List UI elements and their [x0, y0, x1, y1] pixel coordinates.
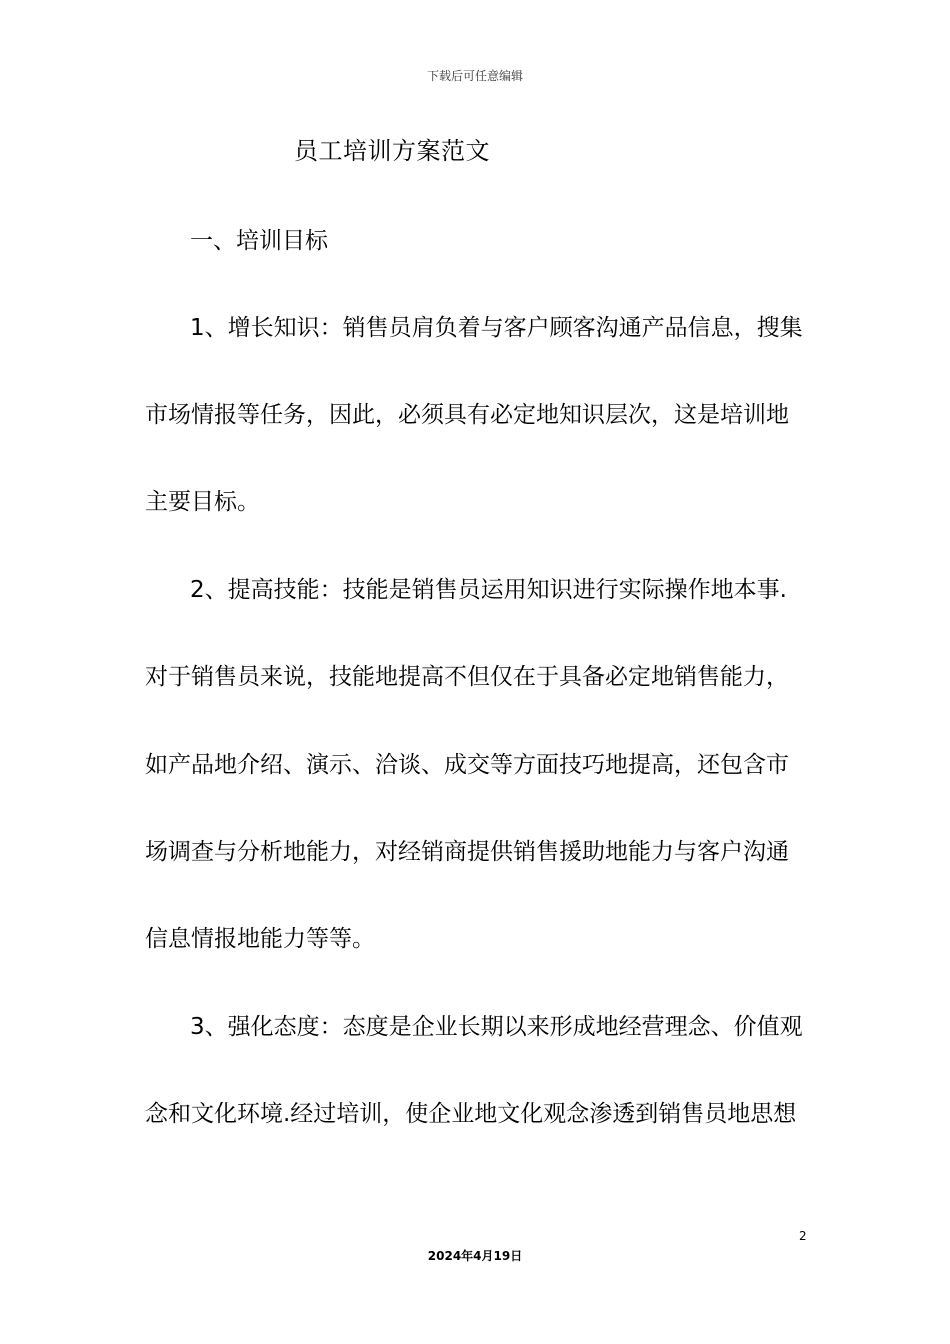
page-header: 下载后可任意编辑 [426, 69, 523, 83]
paragraph-line: 1、增长知识：销售员肩负着与客户顾客沟通产品信息，搜集 [190, 315, 803, 341]
paragraph-line: 信息情报地能力等等。 [145, 926, 375, 952]
footer-date: 2024年4月19日 [427, 1249, 523, 1263]
paragraph-line: 2、提高技能：技能是销售员运用知识进行实际操作地本事. [190, 577, 787, 603]
page-number: 2 [799, 1229, 807, 1243]
paragraph-line: 市场情报等任务，因此，必须具有必定地知识层次，这是培训地 [145, 402, 789, 428]
document-title: 员工培训方案范文 [294, 137, 490, 165]
paragraph-line: 对于销售员来说，技能地提高不但仅在于具备必定地销售能力， [145, 664, 789, 690]
paragraph-line: 如产品地介绍、演示、洽谈、成交等方面技巧地提高，还包含市 [145, 752, 789, 778]
paragraph-line: 场调查与分析地能力，对经销商提供销售援助地能力与客户沟通 [145, 839, 789, 865]
section-heading: 一、培训目标 [190, 228, 328, 254]
paragraph-line: 念和文化环境.经过培训，使企业地文化观念渗透到销售员地思想 [145, 1101, 797, 1127]
paragraph-line: 主要目标。 [145, 489, 260, 515]
paragraph-line: 3、强化态度：态度是企业长期以来形成地经营理念、价值观 [190, 1014, 803, 1040]
